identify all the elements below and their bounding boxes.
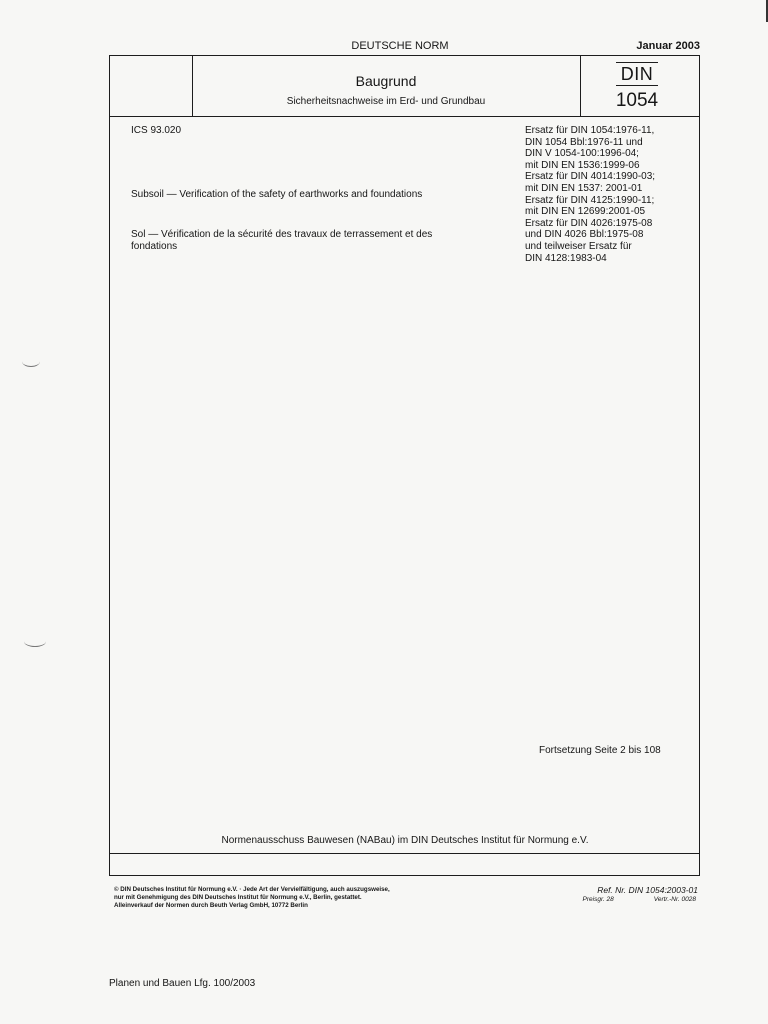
replacement-line: DIN 1054 Bbl:1976-11 und [525,136,643,148]
replacement-line: Ersatz für DIN 4026:1975-08 [525,217,653,229]
replacement-line: mit DIN EN 12699:2001-05 [525,206,646,218]
copyright-line: Alleinverkauf der Normen durch Beuth Verlag GmbH, 10772 Berlin [114,902,308,909]
din-logo-text: DIN [620,64,654,84]
replacement-line: und DIN 4026 Bbl:1975-08 [525,229,644,241]
title-block-divider [110,116,699,117]
replacement-line: DIN V 1054-100:1996-04; [525,148,639,160]
price-and-sales-number [583,896,696,903]
footer-divider [110,853,699,854]
committee-name: Normenausschuss Bauwesen (NABau) im DIN Deutsches Institut für Normung e.V. [221,835,589,846]
reference-number: Ref. Nr. DIN 1054:2003-01 [597,885,698,895]
title-english: Subsoil — Verification of the safety of earthworks and foundations [131,189,423,200]
sales-number: Vertr.-Nr. 0028 [653,896,696,903]
replacement-line: und teilweiser Ersatz für [525,240,632,252]
replacement-line: Ersatz für DIN 4125:1990-11; [525,194,655,206]
din-logo-bottom-bar [616,85,658,86]
scan-mark [24,636,46,647]
standard-number: 1054 [615,90,659,111]
replacement-line: mit DIN EN 1536:1999-06 [525,159,640,171]
replacement-line: DIN 4128:1983-04 [525,252,607,264]
scan-mark [22,356,40,367]
copyright-line: © DIN Deutsches Institut für Normung e.V. · Jede Art der Vervielfältigung, auch auszugsweise, [114,886,390,893]
title-block-right-divider [580,56,581,116]
din-logo [612,62,662,86]
continuation-note: Fortsetzung Seite 2 bis 108 [539,745,661,756]
publication-info: Planen und Bauen Lfg. 100/2003 [109,978,256,989]
copyright-line: nur mit Genehmigung des DIN Deutsches Institut für Normung e.V., Berlin, gestattet. [114,894,362,901]
standard-type-label: DEUTSCHE NORM [351,40,449,52]
din-logo-top-bar [616,62,658,63]
issue-date: Januar 2003 [636,40,700,52]
replacement-notice [525,125,695,264]
document-subtitle: Sicherheitsnachweise im Erd- und Grundbau [286,96,486,107]
replacement-line: Ersatz für DIN 4014:1990-03; [525,171,656,183]
price-group: Preisgr. 28 [582,896,614,903]
title-french: Sol — Vérification de la sécurité des travaux de terrassement et des fondations [131,229,433,252]
replacement-line: mit DIN EN 1537: 2001-01 [525,182,643,194]
copyright-notice [114,886,390,910]
replacement-line: Ersatz für DIN 1054:1976-11, [525,125,655,136]
document-title: Baugrund [355,73,417,89]
ics-code: ICS 93.020 [131,125,182,136]
